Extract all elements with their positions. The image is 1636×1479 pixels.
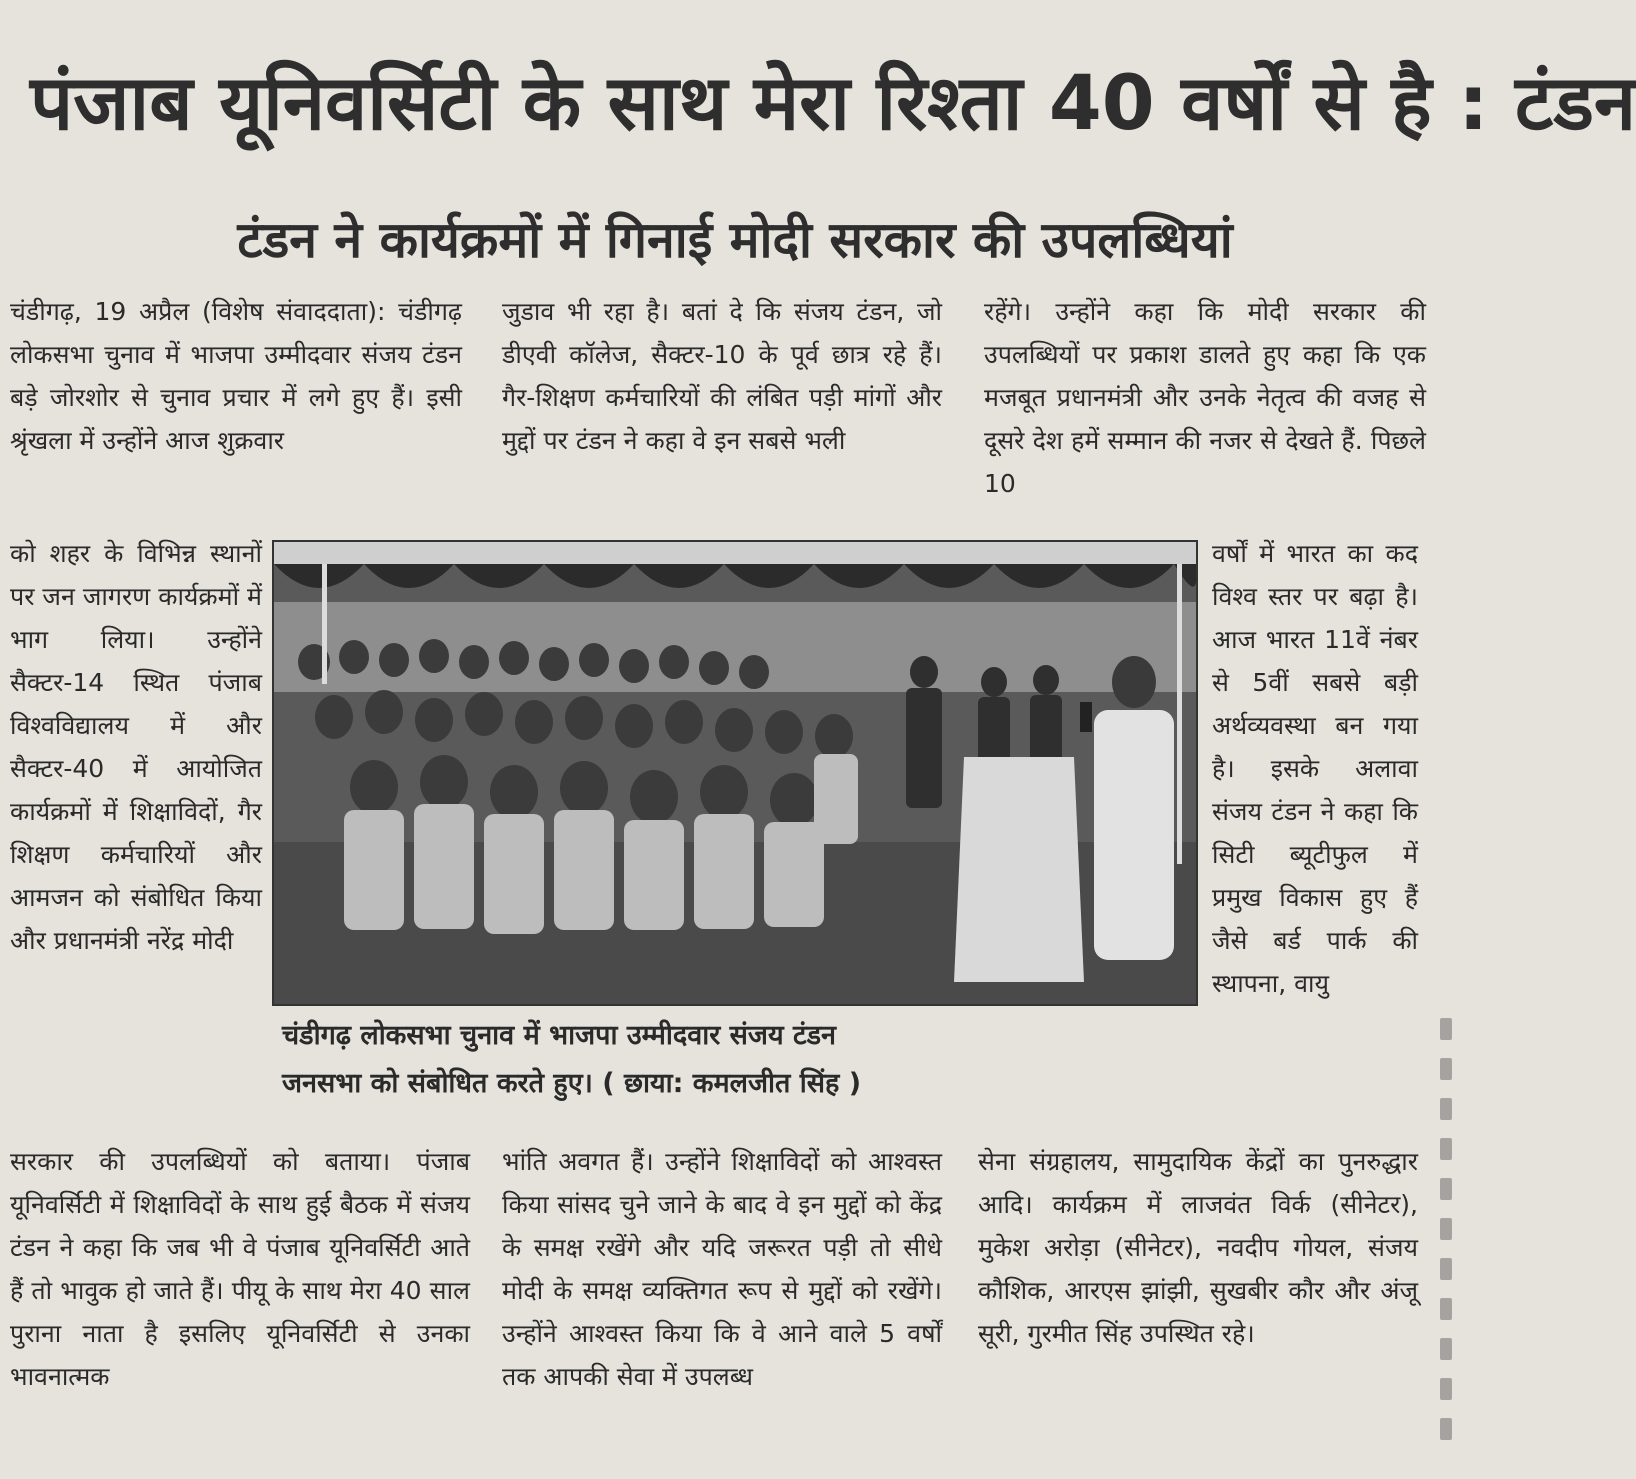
column-3-side-text: वर्षों में भारत का कद विश्व स्तर पर बढ़ा है। आज भारत 11वें नंबर से 5वीं सबसे बड़ी अर्थव्यवस्था बन गया है। इसके अलावा संजय टंडन ने कहा कि सिटी ब्यूटीफुल में प्रमुख विकास हुए हैं जैसे बर्ड पार्क की स्थापना, वायु [1212,539,1418,998]
column-1-bottom-text: सरकार की उपलब्धियों को बताया। पंजाब यूनिवर्सिटी में शिक्षाविदों के साथ हुई बैठक में संजय टंडन ने कहा कि जब भी वे पंजाब यूनिवर्सिटी आते हैं तो भावुक हो जाते हैं। पीयू के साथ मेरा 40 साल पुराना नाता है इसलिए यूनिवर्सिटी से उनका भावनात्मक [10,1147,470,1391]
headline: पंजाब यूनिवर्सिटी के साथ मेरा रिश्ता 40 वर्षों से है : टंडन [30,58,1636,147]
adjacent-article-edge [1436,1000,1456,1479]
column-2-bottom-text: भांति अवगत हैं। उन्होंने शिक्षाविदों को आश्वस्त किया सांसद चुने जाने के बाद वे इन मुद्दों को केंद्र के समक्ष रखेंगे और यदि जरूरत पड़ी तो सीधे मोदी के समक्ष व्यक्तिगत रूप से मुद्दों को रखेंगे। उन्होंने आश्वस्त किया कि वे आने वाले 5 वर्षों तक आपकी सेवा में उपलब्ध [502,1147,942,1391]
subheadline: टंडन ने कार्यक्रमों में गिनाई मोदी सरकार की उपलब्धियां [237,211,1233,269]
podium [954,757,1084,982]
column-2-top-text: जुडाव भी रहा है। बतां दे कि संजय टंडन, जो डीएवी कॉलेज, सैक्टर-10 के पूर्व छात्र रहे हैं। गैर-शिक्षण कर्मचारियों की लंबित पड़ी मांगों और मुद्दों पर टंडन ने कहा वे इन सबसे भली [502,297,942,455]
event-photo-illustration [274,542,1196,1004]
column-3-bottom-text: सेना संग्रहालय, सामुदायिक केंद्रों का पुनरुद्धार आदि। कार्यक्रम में लाजवंत विर्क (सीनेटर), मुकेश अरोड़ा (सीनेटर), नवदीप गोयल, संजय कौशिक, आरएस झांझी, सुखबीर कौर और अंजू सूरी, गुरमीत सिंह उपस्थित रहे। [978,1147,1418,1348]
photo-caption-line-2: जनसभा को संबोधित करते हुए। ( छाया: कमलजीत सिंह ) [282,1068,862,1099]
column-3-top-text: रहेंगे। उन्होंने कहा कि मोदी सरकार की उपलब्धियों पर प्रकाश डालते हुए कहा कि एक मजबूत प्रधानमंत्री और उनके नेतृत्व की वजह से दूसरे देश हमें सम्मान की नजर से देखते हैं. पिछले 10 [984,297,1426,498]
photo-caption-line-1: चंडीगढ़ लोकसभा चुनाव में भाजपा उम्मीदवार संजय टंडन [282,1020,837,1051]
event-photo [272,540,1198,1006]
photo-caption [282,1012,1182,1112]
column-1-side-text: को शहर के विभिन्न स्थानों पर जन जागरण कार्यक्रमों में भाग लिया। उन्होंने सैक्टर-14 स्थित पंजाब विश्वविद्यालय में और सैक्टर-40 में आयोजित कार्यक्रमों में शिक्षाविदों, गैर शिक्षण कर्मचारियों और आमजन को संबोधित किया और प्रधानमंत्री नरेंद्र मोदी [10,539,262,955]
column-1-top-text: चंडीगढ़, 19 अप्रैल (विशेष संवाददाता): चंडीगढ़ लोकसभा चुनाव में भाजपा उम्मीदवार संजय टंडन बड़े जोरशोर से चुनाव प्रचार में लगे हुए हैं। इसी श्रृंखला में उन्होंने आज शुक्रवार [10,297,462,455]
